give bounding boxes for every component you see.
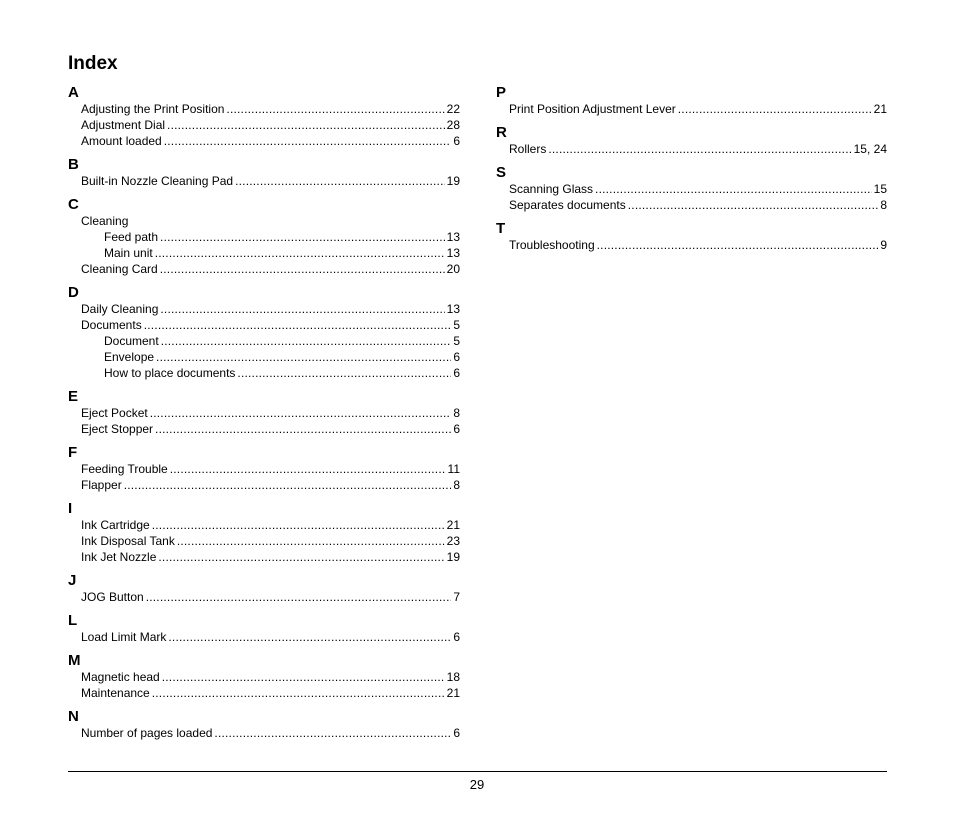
index-entry-label: Ink Cartridge: [81, 518, 150, 532]
index-entry-label: Documents: [81, 318, 142, 332]
dot-leader: [237, 365, 451, 381]
index-entry-page: 11: [447, 462, 460, 476]
index-entry-page: 21: [446, 686, 460, 700]
index-letter-group: [496, 165, 887, 213]
dot-leader: [167, 117, 445, 133]
index-entry[interactable]: [68, 229, 460, 245]
index-letter-heading: S: [496, 164, 507, 181]
index-entry[interactable]: [496, 197, 887, 213]
index-entry[interactable]: [68, 725, 460, 741]
index-entry-page: 13: [446, 230, 460, 244]
index-letter-heading: F: [68, 444, 78, 461]
index-entry[interactable]: [68, 629, 460, 645]
page-number: 29: [469, 777, 485, 792]
index-entry-page: 8: [453, 406, 460, 420]
dot-leader: [160, 229, 445, 245]
index-letter-group: [68, 709, 460, 741]
index-entry-page: 19: [446, 550, 460, 564]
dot-leader: [164, 133, 452, 149]
index-entry-page: 6: [453, 422, 460, 436]
index-entry-label: JOG Button: [81, 590, 144, 604]
index-entry[interactable]: [68, 133, 460, 149]
index-entry-label: Feeding Trouble: [81, 462, 168, 476]
index-entry[interactable]: [68, 405, 460, 421]
index-entry-page: 20: [446, 262, 460, 276]
dot-leader: [595, 181, 872, 197]
index-entry-page: 15: [873, 182, 887, 196]
dot-leader: [155, 245, 445, 261]
index-entry[interactable]: [496, 181, 887, 197]
index-entry-label: Daily Cleaning: [81, 302, 159, 316]
index-entry-label: Magnetic head: [81, 670, 160, 684]
index-entry[interactable]: [68, 245, 460, 261]
index-entry-page: 6: [453, 366, 460, 380]
index-entry[interactable]: [496, 101, 887, 117]
index-letter-group: [68, 445, 460, 493]
dot-leader: [161, 333, 452, 349]
dot-leader: [144, 317, 452, 333]
index-entry-label: Ink Jet Nozzle: [81, 550, 157, 564]
dot-leader: [235, 173, 445, 189]
dot-leader: [177, 533, 445, 549]
index-entry-page: 22: [446, 102, 460, 116]
index-entry[interactable]: [68, 117, 460, 133]
index-entry-label: How to place documents: [104, 366, 236, 380]
dot-leader: [150, 405, 452, 421]
index-entry-label: Separates documents: [509, 198, 626, 212]
index-letter-heading: L: [68, 612, 78, 629]
index-letter-heading: C: [68, 196, 79, 213]
index-entry-page: 23: [446, 534, 460, 548]
index-letter-group: [68, 197, 460, 277]
index-letter-heading: P: [496, 84, 507, 101]
index-entry-label: Cleaning Card: [81, 262, 158, 276]
index-entry-label: Envelope: [104, 350, 155, 364]
index-entry-label: Eject Pocket: [81, 406, 148, 420]
index-letter-group: [496, 125, 887, 157]
index-entry-page: 15, 24: [853, 142, 887, 156]
index-letter-heading: D: [68, 284, 79, 301]
index-entry-label: Document: [104, 334, 159, 348]
index-entry[interactable]: [68, 101, 460, 117]
index-entry-page: 18: [446, 670, 460, 684]
dot-leader: [214, 725, 451, 741]
index-entry[interactable]: [68, 517, 460, 533]
index-entry[interactable]: [68, 685, 460, 701]
index-entry-page: 7: [453, 590, 460, 604]
index-entry-label: Adjusting the Print Position: [81, 102, 225, 116]
footer-divider: [68, 771, 887, 772]
index-letter-group: [496, 221, 887, 253]
index-letter-heading: R: [496, 124, 507, 141]
index-letter-group: [68, 613, 460, 645]
page-title: Index: [68, 53, 118, 74]
dot-leader: [152, 685, 445, 701]
index-entry-label: Load Limit Mark: [81, 630, 167, 644]
dot-leader: [160, 261, 445, 277]
index-entry-page: 6: [453, 350, 460, 364]
index-entry[interactable]: [68, 461, 460, 477]
index-entry[interactable]: [68, 421, 460, 437]
index-entry-page: 5: [453, 318, 460, 332]
index-entry[interactable]: [68, 533, 460, 549]
index-entry-page: 9: [880, 238, 887, 252]
index-entry[interactable]: [68, 549, 460, 565]
index-letter-heading: T: [496, 220, 506, 237]
index-letter-group: [68, 285, 460, 381]
index-entry-page: 8: [880, 198, 887, 212]
index-entry-page: 19: [446, 174, 460, 188]
index-entry-page: 6: [453, 726, 460, 740]
index-entry-page: 13: [446, 246, 460, 260]
index-entry-label: Maintenance: [81, 686, 150, 700]
index-column-left: [68, 85, 460, 741]
index-entry-page: 28: [446, 118, 460, 132]
index-letter-heading: N: [68, 708, 79, 725]
index-entry-page: 6: [453, 134, 460, 148]
dot-leader: [152, 517, 445, 533]
index-entry-label: Built-in Nozzle Cleaning Pad: [81, 174, 234, 188]
dot-leader: [156, 349, 451, 365]
index-entry-label: Eject Stopper: [81, 422, 154, 436]
index-letter-heading: J: [68, 572, 77, 589]
index-letter-group: [496, 85, 887, 117]
index-entry-label: Amount loaded: [81, 134, 162, 148]
index-entry[interactable]: [496, 237, 887, 253]
index-letter-group: [68, 501, 460, 565]
dot-leader: [548, 141, 851, 157]
index-entry-page: 5: [453, 334, 460, 348]
index-letter-heading: A: [68, 84, 79, 101]
index-letter-heading: B: [68, 156, 79, 173]
index-entry-page: 21: [873, 102, 887, 116]
dot-leader: [162, 669, 445, 685]
index-entry-label: Print Position Adjustment Lever: [509, 102, 676, 116]
index-letter-group: [68, 653, 460, 701]
index-entry[interactable]: [68, 349, 460, 365]
dot-leader: [158, 549, 444, 565]
index-entry[interactable]: [68, 261, 460, 277]
index-entry[interactable]: [68, 301, 460, 317]
index-entry[interactable]: [68, 317, 460, 333]
index-letter-group: [68, 389, 460, 437]
index-entry-label: Ink Disposal Tank: [81, 534, 175, 548]
index-entry-label: Number of pages loaded: [81, 726, 213, 740]
dot-leader: [146, 589, 452, 605]
index-letter-heading: E: [68, 388, 79, 405]
dot-leader: [168, 629, 451, 645]
dot-leader: [155, 421, 451, 437]
index-entry[interactable]: [68, 213, 460, 229]
index-entry-page: 8: [453, 478, 460, 492]
index-entry-label: Scanning Glass: [509, 182, 594, 196]
index-entry-label: Feed path: [104, 230, 159, 244]
index-letter-heading: M: [68, 652, 81, 669]
index-entry-label: Troubleshooting: [509, 238, 595, 252]
index-entry-page: 21: [446, 518, 460, 532]
index-entry-page: 6: [453, 630, 460, 644]
index-entry[interactable]: [68, 669, 460, 685]
index-letter-group: [68, 573, 460, 605]
index-entry-label: Adjustment Dial: [81, 118, 166, 132]
index-entry[interactable]: [68, 477, 460, 493]
index-entry[interactable]: [68, 333, 460, 349]
index-column-right: [496, 85, 887, 253]
dot-leader: [124, 477, 452, 493]
index-entry[interactable]: [496, 141, 887, 157]
index-letter-group: [68, 157, 460, 189]
index-entry[interactable]: [68, 589, 460, 605]
dot-leader: [678, 101, 872, 117]
dot-leader: [170, 461, 446, 477]
index-letter-heading: I: [68, 500, 73, 517]
index-entry-label: Flapper: [81, 478, 122, 492]
dot-leader: [628, 197, 879, 213]
index-entry-label: Rollers: [509, 142, 547, 156]
dot-leader: [226, 101, 444, 117]
index-entry-label: Main unit: [104, 246, 153, 260]
dot-leader: [160, 301, 444, 317]
dot-leader: [597, 237, 879, 253]
index-letter-group: [68, 85, 460, 149]
index-entry-page: 13: [446, 302, 460, 316]
index-entry[interactable]: [68, 173, 460, 189]
index-entry-label: Cleaning: [81, 214, 129, 228]
index-entry[interactable]: [68, 365, 460, 381]
